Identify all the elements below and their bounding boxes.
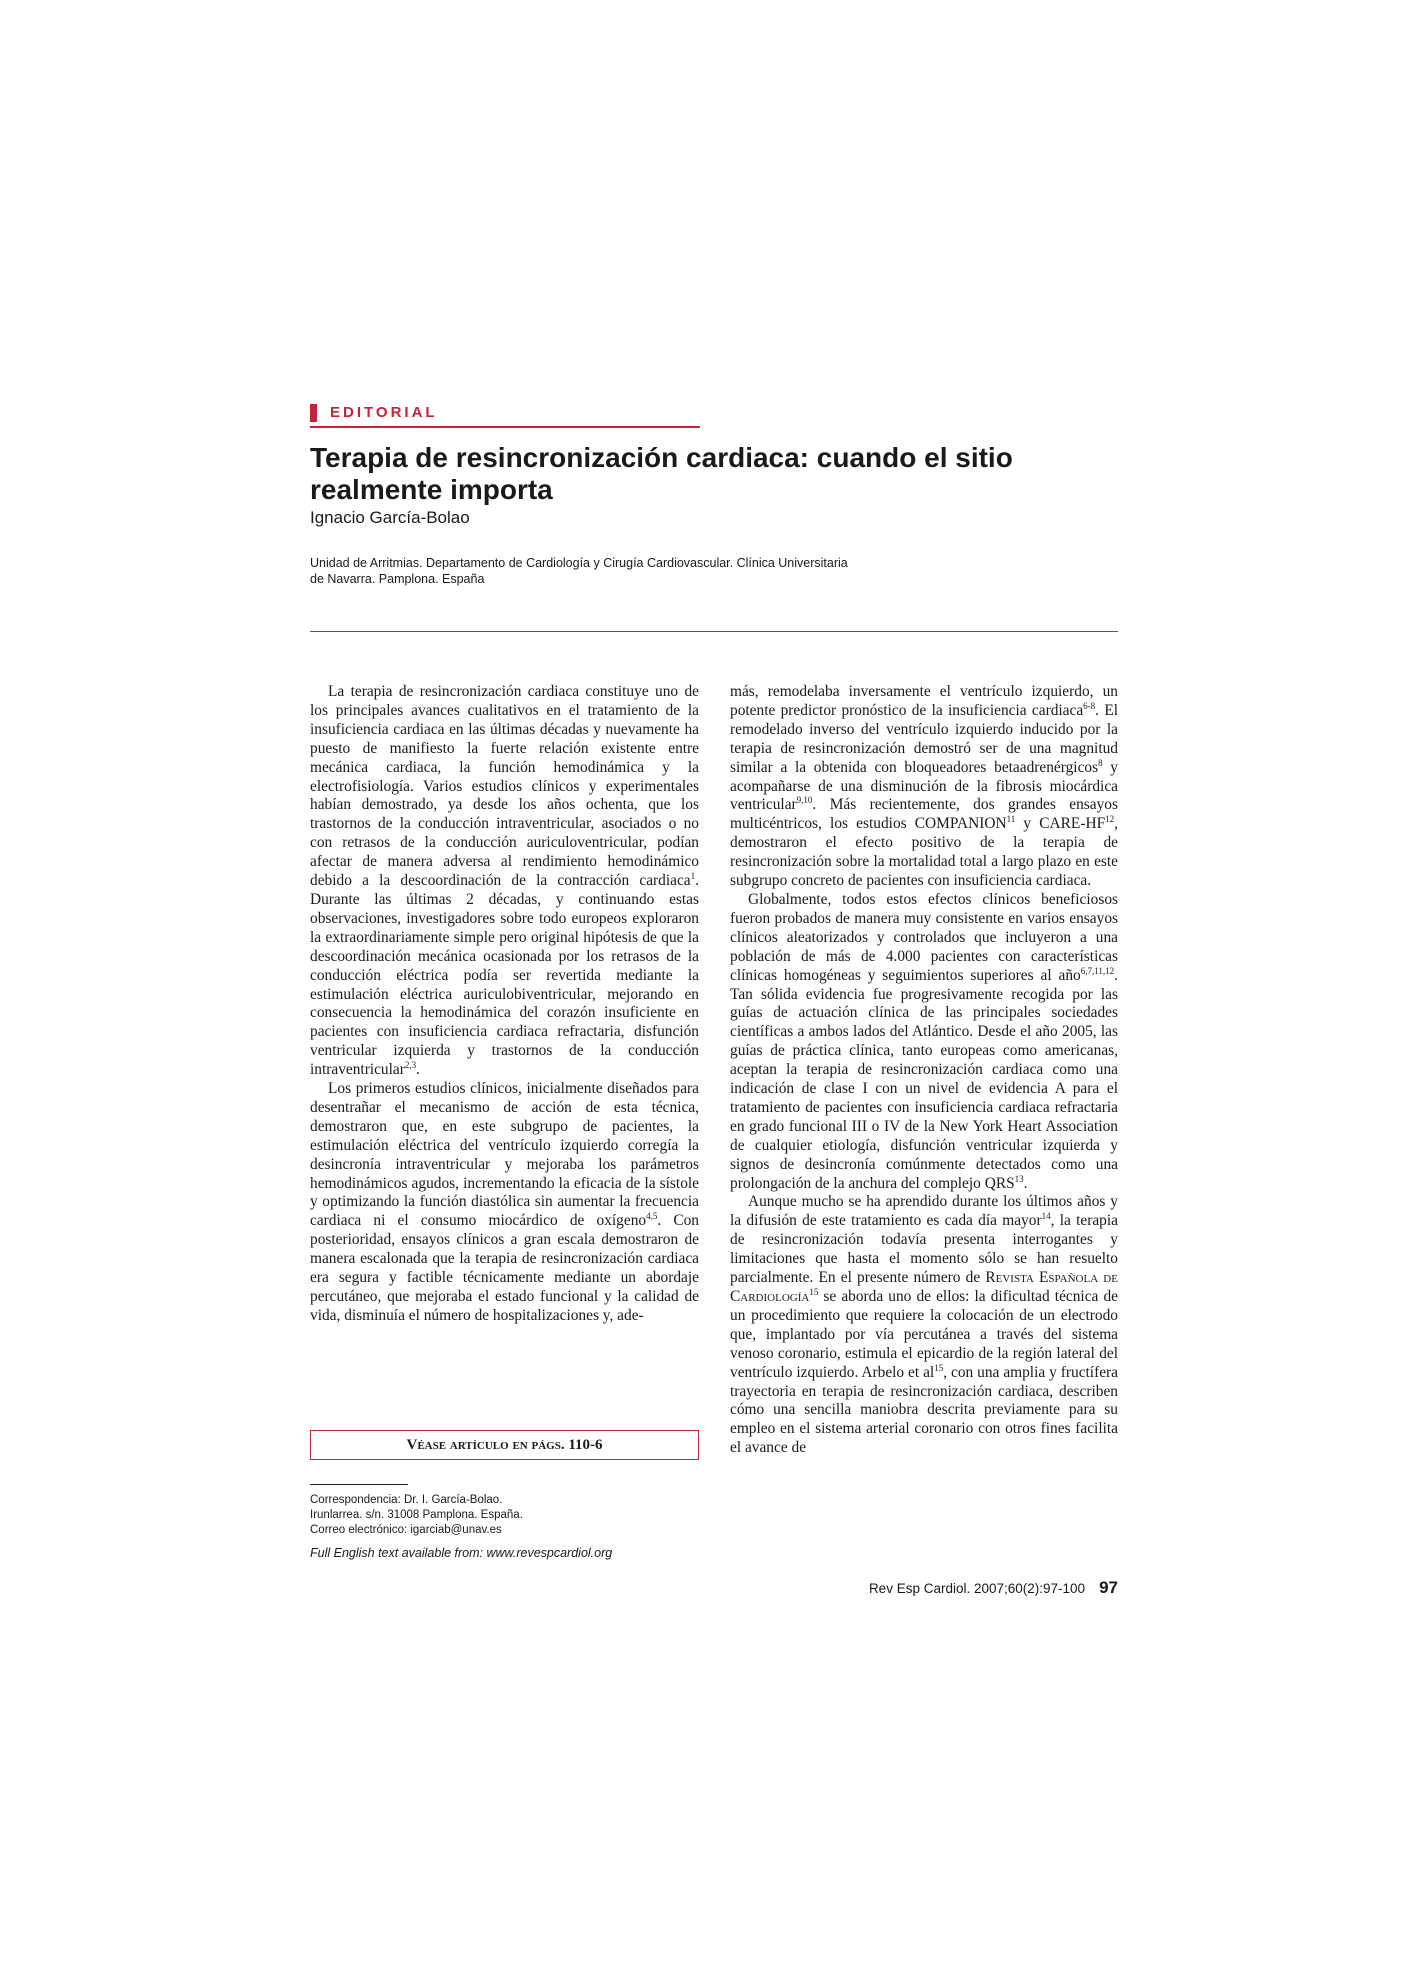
text-run: . (416, 1061, 420, 1079)
header-divider (310, 631, 1118, 632)
text-run: Aunque mucho se ha aprendido durante los últimos años y la difusión de este tratamiento es cada día mayor (730, 1193, 1118, 1230)
page-number: 97 (1099, 1578, 1118, 1597)
section-label (310, 404, 700, 428)
reference: 11 (1006, 814, 1016, 825)
reference: 2,3 (404, 1060, 417, 1070)
text-run: , demostraron el efecto positivo de la terapia de resincronización sobre la mortalidad total a largo plazo en este subgrupo concreto de pacientes con insuficiencia cardiaca. (730, 815, 1118, 890)
body-column-left (310, 683, 699, 1326)
affiliation-line: de Navarra. Pamplona. España (310, 572, 485, 586)
text-run: , con una amplia y fructífera trayectoria en terapia de resincronización cardiaca, describen cómo una sencilla maniobra descrita previamente para su empleo en el sistema arterial coronario con otros fines facilita el avance de (730, 1363, 1118, 1457)
correspondence (310, 1493, 523, 1538)
body-paragraph (730, 891, 1118, 1194)
journal-citation: Rev Esp Cardiol. 2007;60(2):97-100 (868, 1581, 1086, 1596)
affiliation-line: Unidad de Arritmias. Departamento de Cardiología y Cirugía Cardiovascular. Clínica Universitaria (310, 556, 848, 570)
reference: 1 (690, 870, 696, 881)
author-name: Ignacio García-Bolao (310, 508, 470, 527)
english-text-note: Full English text available from: www.revespcardiol.org (310, 1546, 613, 1560)
body-column-right (730, 683, 1118, 1458)
text-run: , la terapia de resincronización todavía presenta interrogantes y limitaciones que hasta el momento sólo se han resuelto parcialmente. En el presente número de (730, 1212, 1118, 1287)
section-marker (310, 404, 317, 422)
text-run: . Con posterioridad, ensayos clínicos a gran escala demostraron de manera escalonada que la terapia de resincronización cardiaca era segura y factible técnicamente mediante un abordaje percutáneo, que mejoraba el estado funcional y la calidad de vida, disminuía el número de hospitalizaciones y, ade- (310, 1212, 700, 1324)
correspondence-line: Irunlarrea. s/n. 31008 Pamplona. España. (310, 1509, 523, 1521)
text-run: y acompañarse de una disminución de la fibrosis miocárdica ventricular (730, 758, 1118, 814)
text-run: se aborda uno de ellos: la dificultad técnica de un procedimiento que requiere la colocación de un electrodo que, implantado por vía percutánea a través del sistema venoso coronario, estimula el epicardio de la región lateral del ventrículo izquierdo. Arbelo et al (730, 1288, 1118, 1381)
text-run: . Tan sólida evidencia fue progresivamente recogida por las guías de actuación clínica de las principales sociedades científicas a ambos lados del Atlántico. Desde el año 2005, las guías de práctica clínica, tanto europeas como americanas, aceptan la terapia de resincronización cardiaca como una indicación de clase I con un nivel de evidencia A para el tratamiento de pacientes con insuficiencia cardiaca refractaria en grado funcional III o IV de la New York Heart Association de cualquier etiología, disfunción ventricular izquierda y signos de desincronía comúnmente detectados como una prolongación de la anchura del complejo QRS (730, 966, 1118, 1192)
affiliation (310, 555, 910, 587)
body-paragraph (310, 1080, 699, 1326)
text-run: La terapia de resincronización cardiaca constituye uno de los principales avances cualitativos en el tratamiento de la insuficiencia cardiaca en las últimas décadas y nuevamente ha puesto de manifiesto la fuerte relación existente entre mecánica cardiaca, la función hemodinámica y la electrofisiología. Varios estudios clínicos y experimentales habían demostrado, ya desde los años ochenta, que los trastornos de la conducción intraventricular, asociados o no con retrasos de la conducción auriculoventricular, podían afectar de manera adversa al rendimiento hemodinámico debido a la descoordinación de la contracción cardiaca (310, 683, 699, 890)
reference: 8 (1098, 757, 1103, 768)
see-article-box: Véase artículo en págs. 110-6 (310, 1430, 699, 1460)
reference: 15 (809, 1286, 819, 1297)
reference: 14 (1041, 1211, 1051, 1222)
body-paragraph (730, 683, 1118, 891)
section-label-text: EDITORIAL (330, 404, 438, 421)
article-title: Terapia de resincronización cardiaca: cuando el sitio realmente importa (310, 442, 1013, 505)
reference: 4,5 (646, 1211, 658, 1222)
reference: 15 (934, 1362, 944, 1373)
body-paragraph (310, 683, 699, 1080)
text-run: . (1023, 1174, 1028, 1192)
reference: 6,7,11,12 (1080, 965, 1115, 976)
page-footer (869, 1578, 1118, 1598)
text-run: y CARE-HF (1015, 815, 1106, 833)
correspondence-line: Correspondencia: Dr. I. García-Bolao. (310, 1494, 503, 1506)
body-paragraph (730, 1193, 1118, 1458)
reference: 12 (1105, 814, 1115, 825)
correspondence-email: Correo electrónico: igarciab@unav.es (310, 1524, 502, 1536)
reference: 9,10 (796, 795, 813, 806)
reference: 13 (1014, 1173, 1024, 1184)
text-run: . El remodelado inverso del ventrículo izquierdo inducido por la terapia de resincronización demostró ser de una magnitud similar a la obtenida con bloqueadores betaadrenérgicos (730, 701, 1118, 776)
text-run: . Más recientemente, dos grandes ensayos multicéntricos, los estudios COMPANION (730, 796, 1118, 833)
text-run: Globalmente, todos estos efectos clínicos beneficiosos fueron probados de manera muy consistente en varios ensayos clínicos aleatorizados y controlados que incluyeron a una población de más de 4.000 pacientes con características clínicas homogéneas y seguimientos superiores al año (730, 890, 1118, 984)
reference: 6-8 (1083, 700, 1096, 711)
text-run: más, remodelaba inversamente el ventrículo izquierdo, un potente predictor pronóstico de la insuficiencia cardiaca (730, 683, 1118, 719)
text-run: . Durante las últimas 2 décadas, y continuando estas observaciones, investigadores sobre todo europeos exploraron la extraordinariamente simple pero original hipótesis de que la descoordinación mecánica ocasionada por los retrasos de la conducción eléctrica podía ser revertida mediante la estimulación eléctrica auriculobiventricular, mejorando en consecuencia la hemodinámica del corazón insuficiente en pacientes con insuficiencia cardiaca refractaria, disfunción ventricular izquierda y trastornos de la conducción intraventricular (310, 872, 699, 1079)
footnote-divider (310, 1484, 408, 1485)
text-run: Los primeros estudios clínicos, inicialmente diseñados para desentrañar el mecanismo de acción de esta técnica, demostraron que, en este subgrupo de pacientes, la estimulación eléctrica del ventrículo izquierdo corregía la desincronía intraventricular y mejoraba los parámetros hemodinámicos agudos, incrementando la eficacia de la sístole y optimizando la función diastólica sin aumentar la frecuencia cardiaca ni el consumo miocárdico de oxígeno (310, 1080, 699, 1230)
journal-name: Revista Española de Cardiología (730, 1269, 1118, 1305)
